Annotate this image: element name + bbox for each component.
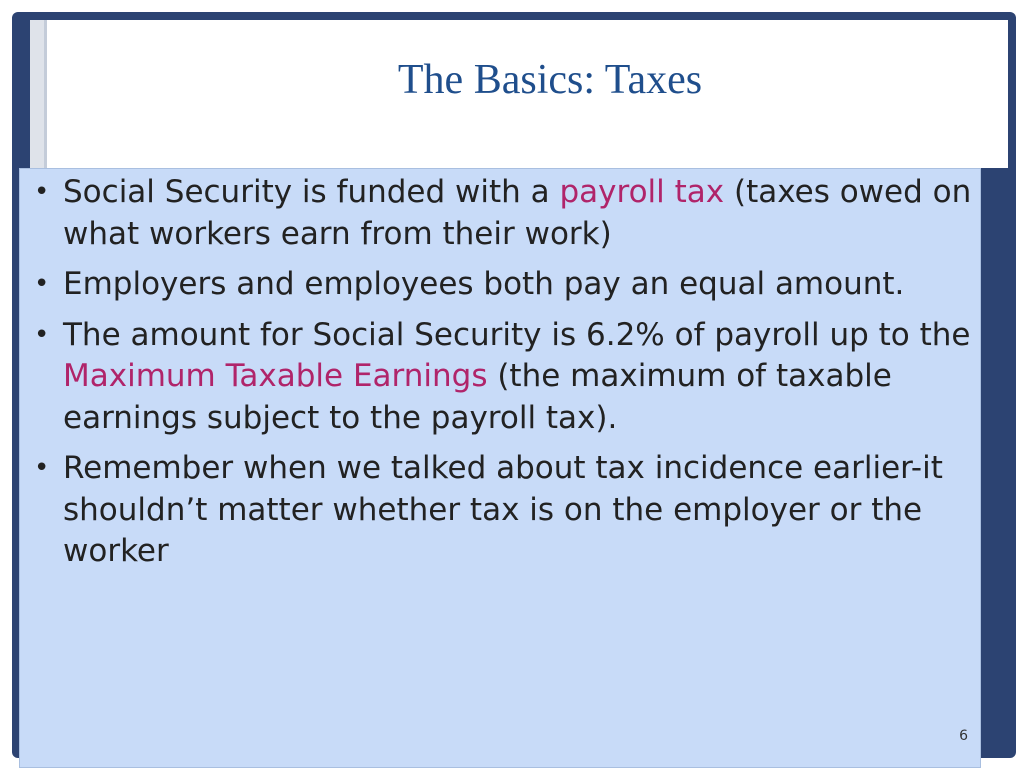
bullet-dot: • bbox=[34, 453, 50, 483]
bullet-dot: • bbox=[34, 269, 50, 299]
bullet-dot: • bbox=[34, 319, 50, 350]
bullet-item-max-taxable-earnings bbox=[30, 315, 978, 440]
bullet-dot: • bbox=[34, 177, 50, 207]
bullet-item-payroll-tax bbox=[30, 172, 978, 255]
bullet-text: Employers and employees both pay an equal amount. bbox=[63, 266, 905, 302]
title-accent-line bbox=[44, 20, 47, 168]
bullet-text: (taxes owed on what workers earn from their work) bbox=[63, 174, 972, 252]
title-accent-bar bbox=[30, 20, 44, 168]
bullet-text: (the maximum of taxable earnings subject to the payroll tax). bbox=[63, 358, 892, 436]
bullet-text: The amount for Social Security is 6.2% of payroll up to the bbox=[63, 316, 971, 353]
bullet-item-equal-amount bbox=[30, 264, 978, 306]
bullet-list bbox=[30, 172, 978, 582]
bullet-text: Social Security is funded with a bbox=[63, 174, 560, 210]
highlight-term: Maximum Taxable Earnings bbox=[63, 358, 488, 394]
bullet-text: Remember when we talked about tax incidence earlier-it shouldn’t matter whether tax is on the employer or the worker bbox=[63, 450, 943, 569]
slide-title: The Basics: Taxes bbox=[397, 57, 703, 103]
highlight-term: payroll tax bbox=[559, 174, 725, 210]
bullet-item-tax-incidence bbox=[30, 448, 978, 573]
page-number: 6 bbox=[959, 728, 968, 744]
